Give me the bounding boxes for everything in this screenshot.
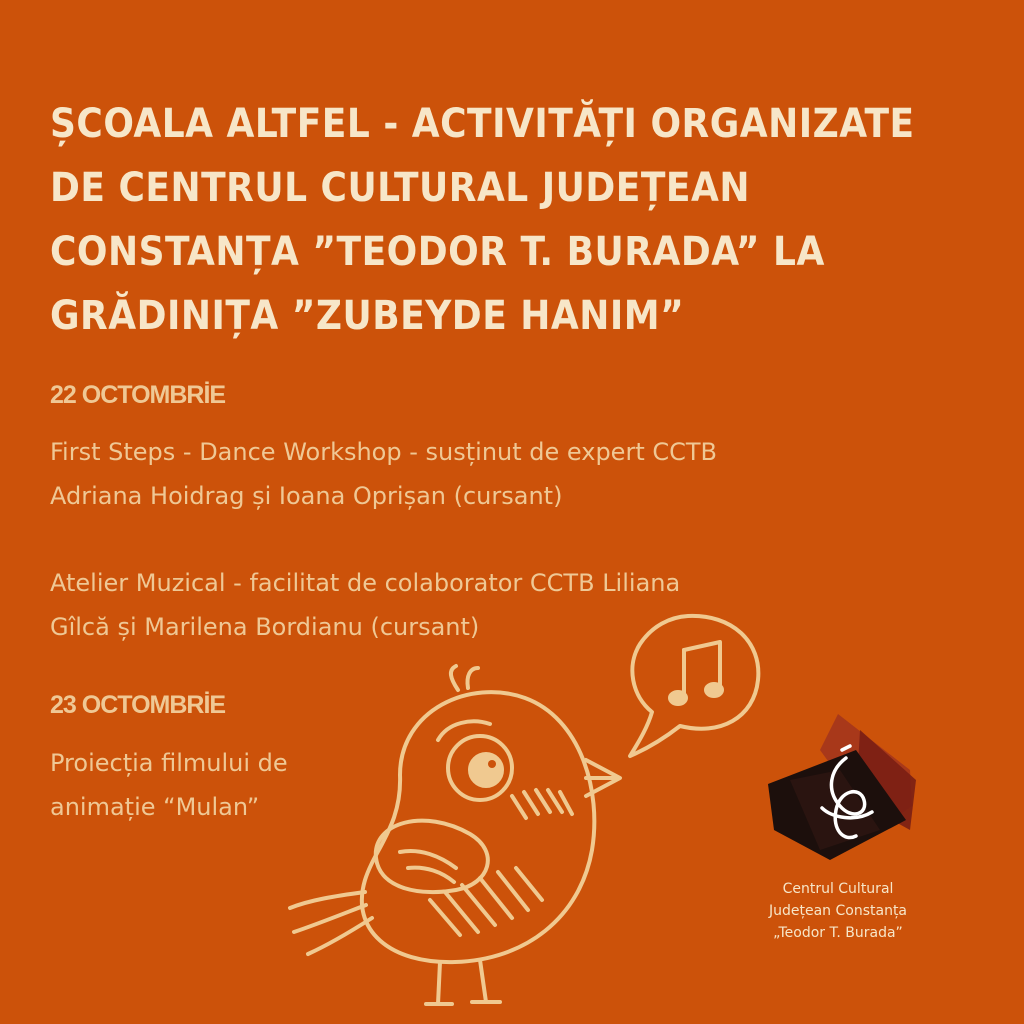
logo-caption-line: „Teodor T. Burada” xyxy=(773,925,903,941)
event-line: First Steps - Dance Workshop - susținut de expert CCTB xyxy=(50,438,717,466)
title-line: DE CENTRUL CULTURAL JUDEȚEAN xyxy=(50,165,750,211)
music-note-icon xyxy=(670,642,722,704)
logo-caption-line: Județean Constanța xyxy=(768,903,908,919)
event-dance-workshop xyxy=(50,430,717,518)
speech-bubble-icon xyxy=(630,616,758,756)
event-line: Atelier Muzical - facilitat de colaborator CCTB Liliana xyxy=(50,569,681,597)
event-line: Gîlcă și Marilena Bordianu (cursant) xyxy=(50,613,480,641)
title-line: GRĂDINIȚA ”ZUBEYDE HANIM” xyxy=(50,293,685,339)
date-heading-23-october: 23 OCTOMBRİE xyxy=(50,691,226,719)
poster-title xyxy=(50,92,1010,348)
logo-caption xyxy=(738,878,938,944)
date-heading-22-october: 22 OCTOMBRİE xyxy=(50,381,226,409)
cctb-logo-icon xyxy=(760,710,920,870)
event-line: Adriana Hoidrag și Ioana Oprișan (cursant) xyxy=(50,482,563,510)
singing-bird-icon xyxy=(280,600,780,1024)
title-line: ȘCOALA ALTFEL - ACTIVITĂȚI ORGANIZATE xyxy=(50,101,915,147)
logo-caption-line: Centrul Cultural xyxy=(782,881,894,897)
event-film-mulan xyxy=(50,741,288,829)
title-line: CONSTANȚA ”TEODOR T. BURADA” LA xyxy=(50,229,825,275)
event-line: animație “Mulan” xyxy=(50,793,260,821)
event-line: Proiecția filmului de xyxy=(50,749,288,777)
